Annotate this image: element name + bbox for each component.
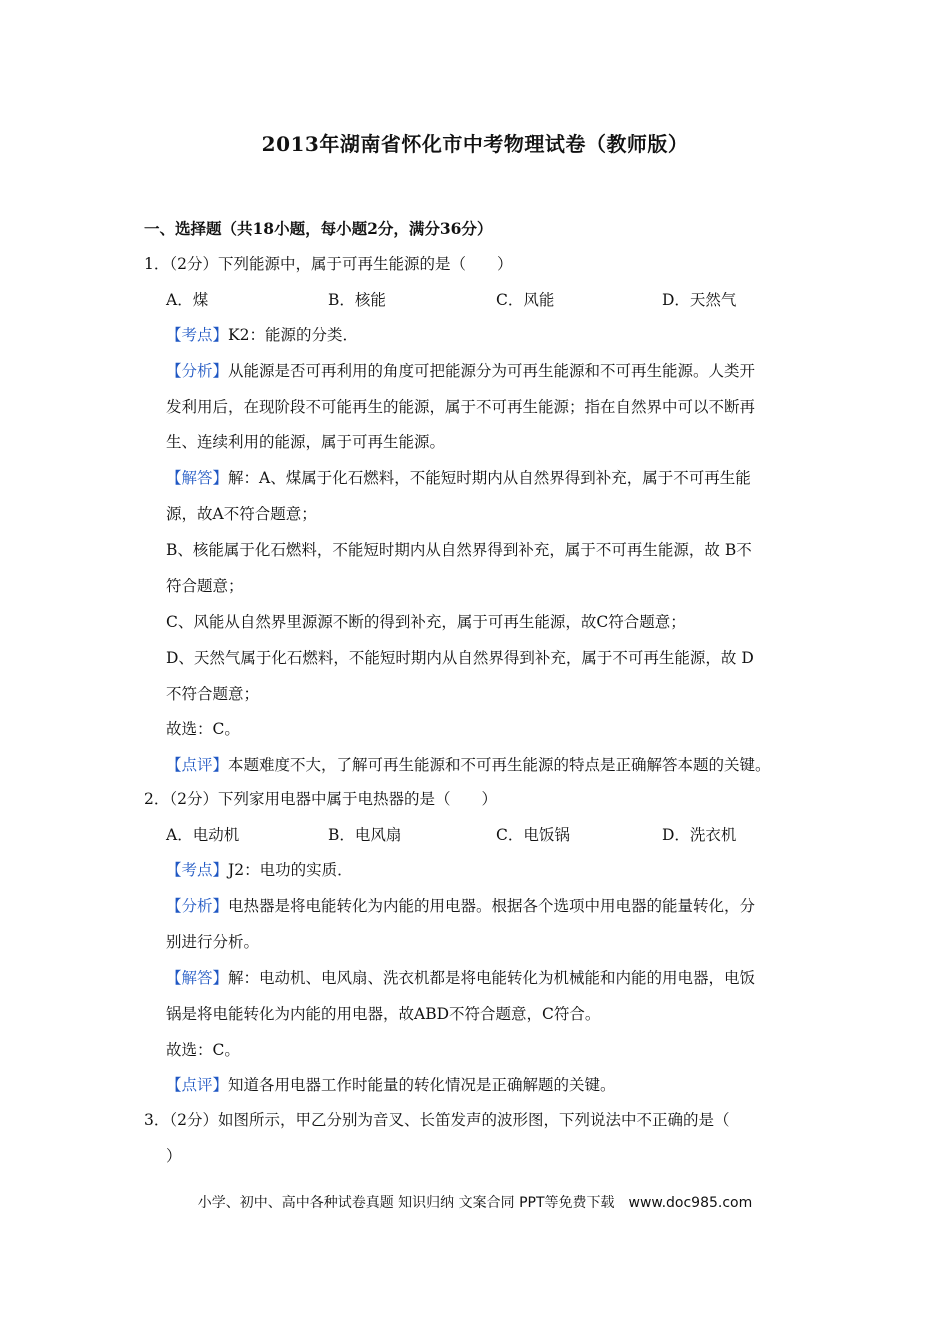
q1-fenxi-line: 从能源是否可再利用的角度可把能源分为可再生能源和不可再生能源。人类开 bbox=[228, 362, 756, 380]
q2-fenxi bbox=[166, 896, 755, 916]
q1-jieda-line: D、天然气属于化石燃料，不能短时期内从自然界得到补充，属于不可再生能源，故 D bbox=[166, 649, 754, 667]
kaodian-tag: 【考点】 bbox=[166, 861, 229, 879]
q2-dianping bbox=[166, 1075, 616, 1095]
q1-option-c: C．风能 bbox=[496, 291, 555, 309]
q2-jieda-line: 锅是将电能转化为内能的用电器，故ABD不符合题意，C符合。 bbox=[166, 1005, 601, 1023]
q2-kaodian bbox=[166, 860, 353, 880]
q1-jieda-line: 源，故A不符合题意； bbox=[166, 505, 317, 523]
q1-fenxi-line: 发利用后，在现阶段不可能再生的能源，属于不可再生能源；指在自然界中可以不断再 bbox=[166, 398, 756, 416]
q1-option-b: B．核能 bbox=[328, 291, 386, 309]
q2-stem: 2．（2分）下列家用电器中属于电热器的是（ ） bbox=[144, 790, 497, 808]
q1-kaodian-text: K2：能源的分类． bbox=[228, 326, 358, 344]
q1-fenxi bbox=[166, 361, 755, 381]
q2-jieda-line: 解：电动机、电风扇、洗衣机都是将电能转化为机械能和内能的用电器，电饭 bbox=[228, 969, 756, 987]
q1-fenxi-line: 生、连续利用的能源，属于可再生能源。 bbox=[166, 433, 446, 451]
q1-stem: 1．（2分）下列能源中，属于可再生能源的是（ ） bbox=[144, 255, 513, 273]
q3-stem: 3．（2分）如图所示，甲乙分别为音叉、长笛发声的波形图，下列说法中不正确的是（ bbox=[144, 1111, 730, 1129]
page-title: 2013年湖南省怀化市中考物理试卷（教师版） bbox=[261, 132, 689, 156]
fenxi-tag: 【分析】 bbox=[166, 897, 229, 915]
q1-jieda-line: 不符合题意； bbox=[166, 685, 260, 703]
jieda-tag: 【解答】 bbox=[166, 469, 229, 487]
q2-option-b: B．电风扇 bbox=[328, 826, 402, 844]
q1-jieda-line: 故选：C。 bbox=[166, 720, 240, 738]
page-footer: 小学、初中、高中各种试卷真题 知识归纳 文案合同 PPT等免费下载 www.doc985.com bbox=[197, 1195, 753, 1211]
q1-jieda-line: 解：A、煤属于化石燃料，不能短时期内从自然界得到补充，属于不可再生能 bbox=[228, 469, 751, 487]
q2-option-d: D．洗衣机 bbox=[662, 826, 737, 844]
q2-jieda bbox=[166, 968, 755, 988]
dianping-tag: 【点评】 bbox=[166, 1076, 229, 1094]
q2-kaodian-text: J2：电功的实质． bbox=[228, 861, 353, 879]
q1-jieda-line: C、风能从自然界里源源不断的得到补充，属于可再生能源，故C符合题意； bbox=[166, 613, 686, 631]
jieda-tag: 【解答】 bbox=[166, 969, 229, 987]
q1-dianping bbox=[166, 755, 771, 775]
q2-option-a: A．电动机 bbox=[166, 826, 240, 844]
q1-dianping-text: 本题难度不大，了解可再生能源和不可再生能源的特点是正确解答本题的关键。 bbox=[228, 756, 771, 774]
q1-option-d: D．天然气 bbox=[662, 291, 737, 309]
q2-option-c: C．电饭锅 bbox=[496, 826, 570, 844]
fenxi-tag: 【分析】 bbox=[166, 362, 229, 380]
q3-stem-cont: ） bbox=[166, 1147, 182, 1165]
q2-jieda-line: 故选：C。 bbox=[166, 1041, 240, 1059]
q1-jieda bbox=[166, 468, 751, 488]
q1-jieda-line: B、核能属于化石燃料，不能短时期内从自然界得到补充，属于不可再生能源，故 B不 bbox=[166, 541, 752, 559]
q1-kaodian bbox=[166, 325, 358, 345]
q1-jieda-line: 符合题意； bbox=[166, 577, 244, 595]
q2-fenxi-line: 别进行分析。 bbox=[166, 933, 260, 951]
q2-dianping-text: 知道各用电器工作时能量的转化情况是正确解题的关键。 bbox=[228, 1076, 616, 1094]
q1-option-a: A．煤 bbox=[166, 291, 209, 309]
dianping-tag: 【点评】 bbox=[166, 756, 229, 774]
section-heading: 一、选择题（共18小题，每小题2分，满分36分） bbox=[144, 219, 493, 238]
q2-fenxi-line: 电热器是将电能转化为内能的用电器。根据各个选项中用电器的能量转化，分 bbox=[228, 897, 756, 915]
kaodian-tag: 【考点】 bbox=[166, 326, 229, 344]
